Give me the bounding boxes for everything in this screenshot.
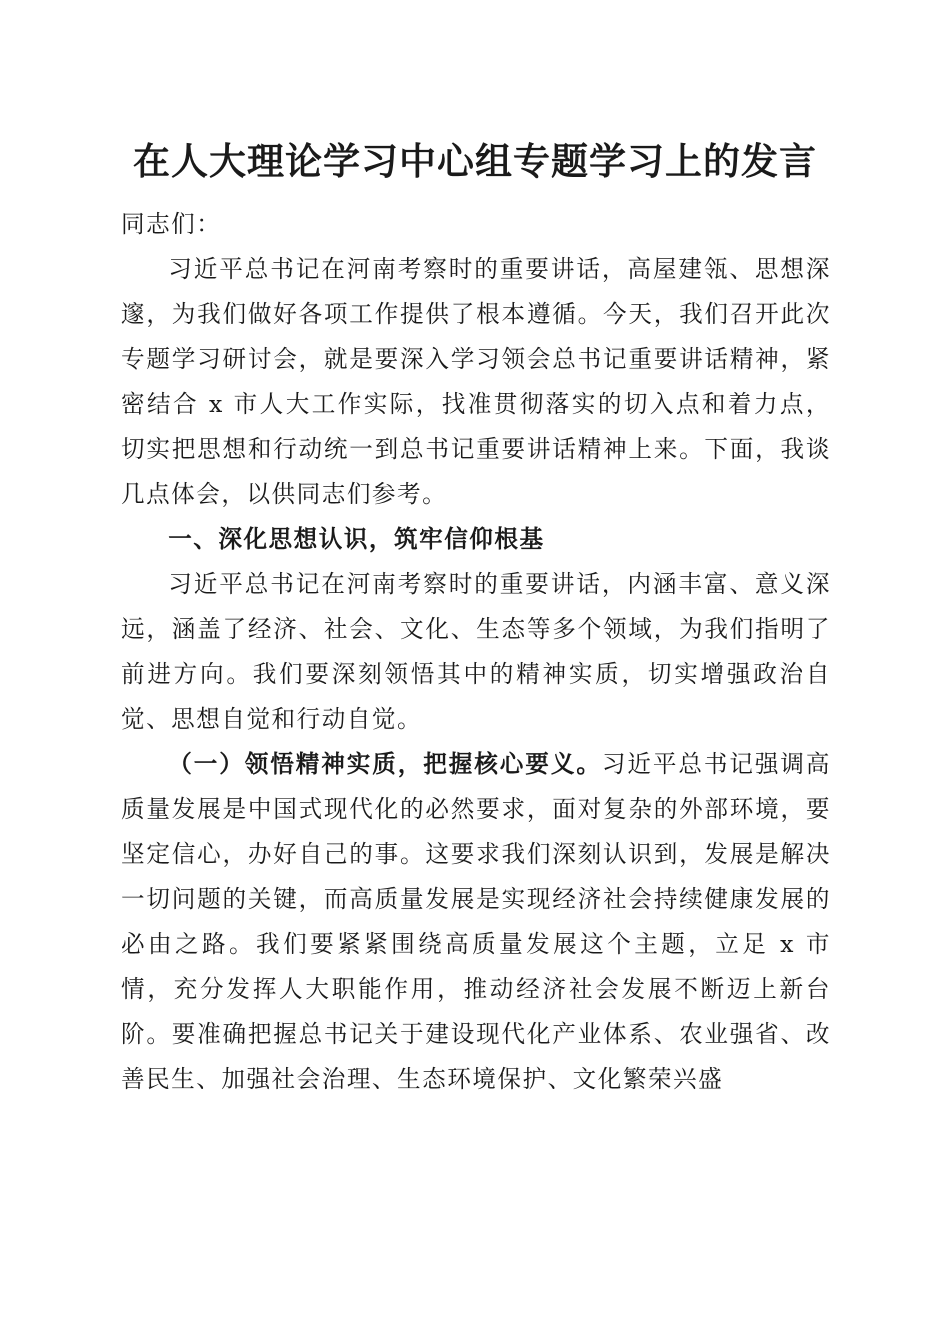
document-title: 在人大理论学习中心组专题学习上的发言	[133, 139, 817, 183]
paragraph-intro: 习近平总书记在河南考察时的重要讲话，高屋建瓴、思想深邃，为我们做好各项工作提供了根本遵循。今天，我们召开此次专题学习研讨会，就是要深入学习领会总书记重要讲话精神，紧密结合 x 市人大工作实际，找准贯彻落实的切入点和着力点，切实把思想和行动统一到总书记重要讲话精神上来。下面，我谈几点体会，以供同志们参考。	[121, 255, 831, 508]
paragraph-subsection-1	[121, 742, 831, 1102]
subsection-heading-1: （一）领悟精神实质，把握核心要义。	[168, 750, 602, 778]
document-body	[121, 202, 831, 1102]
subsection-text-1: 习近平总书记强调高质量发展是中国式现代化的必然要求，面对复杂的外部环境，要坚定信心，办好自己的事。这要求我们深刻认识到，发展是解决一切问题的关键，而高质量发展是实现经济社会持续健康发展的必由之路。我们要紧紧围绕高质量发展这个主题，立足 x 市情，充分发挥人大职能作用，推动经济社会发展不断迈上新台阶。要准确把握总书记关于建设现代化产业体系、农业强省、改善民生、加强社会治理、生态环境保护、文化繁荣兴盛	[121, 750, 832, 1093]
section-heading-1: 一、深化思想认识，筑牢信仰根基	[168, 525, 545, 553]
salutation: 同志们：	[121, 210, 222, 238]
paragraph-section-1: 习近平总书记在河南考察时的重要讲话，内涵丰富、意义深远，涵盖了经济、社会、文化、生态等多个领域，为我们指明了前进方向。我们要深刻领悟其中的精神实质，切实增强政治自觉、思想自觉和行动自觉。	[121, 570, 831, 733]
